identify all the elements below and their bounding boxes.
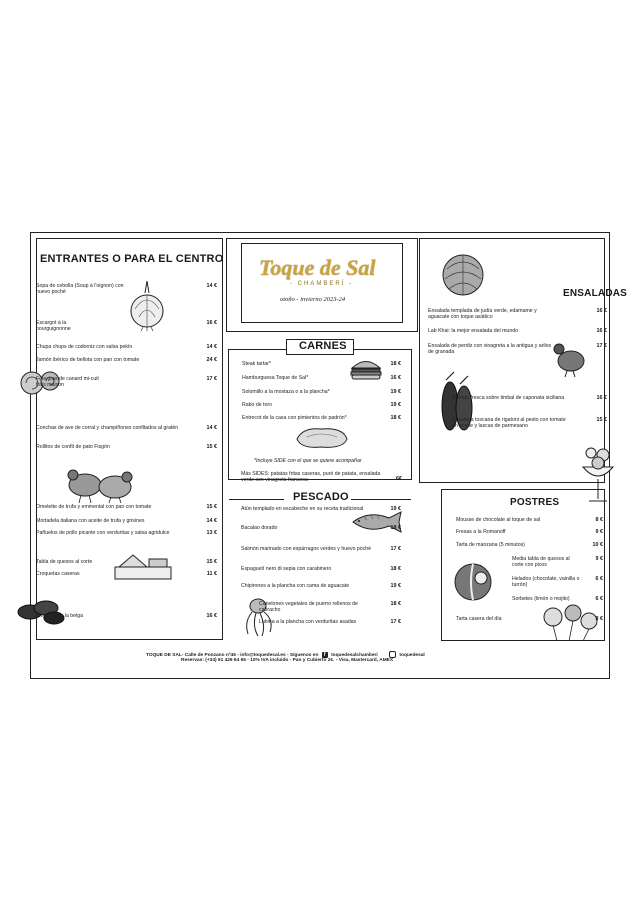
footer-line-2: Reservas: (+34) 91 426 64 65 - 10% IVA incluido - Pan y Cubierto 2€. - Visa, Mastercard, AMEX bbox=[181, 658, 394, 663]
carnes-item-price: 16 € bbox=[390, 375, 401, 381]
entrantes-item-price: 14 € bbox=[206, 425, 217, 431]
carnes-sides: Más SIDES: patatas fritas caseras, puré de patata, ensalada verde con vinagreta francesa bbox=[241, 471, 381, 484]
entrantes-item-price: 17 € bbox=[206, 376, 217, 382]
pescado-item-name: Bacalao dorado bbox=[241, 525, 278, 531]
postres-item-name: Sorbetes (limón o mojito) bbox=[512, 596, 570, 602]
entrantes-item-price: 15 € bbox=[206, 444, 217, 450]
entrantes-item-name: Mortadela italiana con aceite de trufa y grisines bbox=[36, 518, 145, 524]
pescado-item-name: Canelones vegetales de puerro rellenos de cabracho bbox=[259, 601, 358, 614]
pescado-item-name: Atún templado en escabeche en su receta tradicional bbox=[241, 506, 364, 512]
ensaladas-item-name: Ensalada templada de judía verde, edamame y aguacate con toque asiático bbox=[428, 308, 537, 321]
ensaladas-item-price: 16 € bbox=[596, 308, 607, 314]
season-label: otoño - invierno 2023-24 bbox=[280, 296, 346, 303]
postres-item-price: 9 € bbox=[595, 556, 603, 562]
carnes-item-price: 19 € bbox=[390, 389, 401, 395]
dessert-cup-illustration bbox=[579, 445, 617, 511]
postres-item-name: Tarta casera del día bbox=[456, 616, 502, 622]
entrantes-item-price: 15 € bbox=[206, 504, 217, 510]
instagram-handle[interactable]: toquedesal bbox=[399, 652, 425, 658]
cabbage-illustration bbox=[437, 247, 489, 299]
brand-logo: Toque de Sal bbox=[259, 255, 376, 280]
entrantes-item-name: Croquetas caseras bbox=[36, 571, 80, 577]
pescado-item-price: 19 € bbox=[390, 583, 401, 589]
carnes-item-price: 19 € bbox=[390, 402, 401, 408]
entrantes-item-price: 16 € bbox=[206, 613, 217, 619]
carnes-item-name: Entrecot de la casa con pimientos de padrón* bbox=[242, 415, 347, 421]
postres-item-price: 6 € bbox=[595, 596, 603, 602]
entrantes-item-price: 14 € bbox=[206, 283, 217, 289]
instagram-icon bbox=[389, 651, 396, 658]
carnes-item-name: Steak tartar* bbox=[242, 361, 271, 367]
entrantes-item-name: Omelette de trufa y emmental con pan con tomate bbox=[36, 504, 152, 510]
pescado-item-name: Chipirones a la plancha con cama de aguacate bbox=[241, 583, 350, 589]
pescado-item-name: Salmón marinado con espárragos verdes y huevo poché bbox=[241, 546, 372, 552]
entrantes-item-name: Sopa de cebolla (Soup à l'oignon) con huevo poché bbox=[36, 283, 124, 296]
footer-address: TOQUE DE SAL- Calle de Ponzano nº46 - info@toquedesal.es - Síguenos en bbox=[146, 652, 319, 658]
postres-item-price: 10 € bbox=[592, 542, 603, 548]
entrantes-item-name: Jamón ibérico de bellota con pan con tomate bbox=[36, 357, 140, 363]
entrantes-item-name: Rollitos de confit de pato Fisgón bbox=[36, 444, 110, 450]
entrantes-item-price: 15 € bbox=[206, 559, 217, 565]
entrantes-item-name: Conchas de ave de corral y champiñones confitados al gratén bbox=[36, 425, 179, 431]
pescado-item-name: Lubina a la plancha con verduritas asadas bbox=[259, 619, 357, 625]
mussels-illustration bbox=[16, 596, 66, 626]
facebook-icon: f bbox=[322, 652, 328, 658]
postres-item-price: 8 € bbox=[595, 517, 603, 523]
ensaladas-item-name: Ensalada de perdiz con vinagreta a la antigua y arilos de granada bbox=[428, 343, 552, 356]
pescado-item-name: Espaguetí nero di sepia con carabinero bbox=[241, 566, 332, 572]
ensaladas-item-price: 17 € bbox=[596, 343, 607, 349]
postres-item-name: Helados (chocolate, vainilla o turrón) bbox=[512, 576, 580, 589]
entrantes-item-price: 14 € bbox=[206, 344, 217, 350]
cheese-board-illustration bbox=[113, 551, 175, 583]
brand-location: - CHAMBERÍ - bbox=[290, 281, 353, 287]
postres-title: POSTRES bbox=[510, 497, 560, 508]
carnes-item-name: Rabo de toro bbox=[242, 402, 272, 408]
menu-sheet bbox=[30, 232, 628, 679]
entrantes-item-name: Foie gras de canard mi-cuit frais maison bbox=[36, 376, 99, 389]
postres-item-name: Tarta de manzana (5 minutos) bbox=[456, 542, 525, 548]
carnes-note: *Incluye SIDE con el que se quiere acompañar bbox=[254, 458, 362, 464]
pescado-title: PESCADO bbox=[293, 491, 349, 503]
pescado-item-price: 18 € bbox=[390, 601, 401, 607]
postres-item-name: Media tabla de quesos al corte con picos bbox=[512, 556, 570, 569]
postres-item-price: 6 € bbox=[595, 576, 603, 582]
carnes-item-name: Solomillo a la mostaza o a la plancha* bbox=[242, 389, 330, 395]
carnes-title: CARNES bbox=[299, 340, 347, 352]
pescado-item-price: 17 € bbox=[390, 619, 401, 625]
entrantes-item-name: Pañuelos de pollo picante con verduritas y salsa agridulce bbox=[36, 530, 170, 536]
entrantes-item-name: Tabla de quesos al corte bbox=[36, 559, 93, 565]
beef-illustration bbox=[293, 425, 351, 451]
pescado-item-price: 17 € bbox=[390, 546, 401, 552]
postres-item-name: Mousse de chocolate al toque de sal bbox=[456, 517, 541, 523]
fruit-illustration bbox=[451, 558, 495, 604]
pescado-item-price: 19 € bbox=[390, 506, 401, 512]
carnes-item-name: Hamburguesa Toque de Sal* bbox=[242, 375, 309, 381]
ensaladas-item-name: Burrata fresca sobre timbal de caponata siciliana bbox=[452, 395, 565, 401]
entrantes-item-name: Escargot à la bourguignonne bbox=[36, 320, 71, 333]
entrantes-item-price: 24 € bbox=[206, 357, 217, 363]
entrantes-item-price: 11 € bbox=[206, 571, 217, 577]
postres-item-price: 9 € bbox=[595, 529, 603, 535]
ensaladas-item-price: 16 € bbox=[596, 395, 607, 401]
ensaladas-title: ENSALADAS bbox=[563, 288, 628, 299]
entrantes-title: ENTRANTES O PARA EL CENTRO bbox=[40, 253, 224, 265]
pescado-item-price: 18 € bbox=[390, 525, 401, 531]
entrantes-item-name: Mejillones a la belga bbox=[36, 613, 84, 619]
ensaladas-item-price: 16 € bbox=[596, 328, 607, 334]
pescado-rule-right bbox=[351, 499, 411, 500]
postres-item-price: 8 € bbox=[595, 616, 603, 622]
partridge-illustration bbox=[63, 461, 135, 505]
entrantes-item-name: Chupa chups de codorniz con salsa pekín bbox=[36, 344, 133, 350]
facebook-handle[interactable]: toquedesalchamberi bbox=[331, 652, 378, 658]
postres-item-name: Fresas a la Romanoff bbox=[456, 529, 506, 535]
pescado-rule-left bbox=[229, 499, 284, 500]
carnes-sides-price: 6€ bbox=[396, 476, 402, 482]
carnes-item-price: 18 € bbox=[390, 361, 401, 367]
entrantes-item-price: 13 € bbox=[206, 530, 217, 536]
entrantes-item-price: 14 € bbox=[206, 518, 217, 524]
ensaladas-item-price: 15 € bbox=[596, 417, 607, 423]
pescado-item-price: 18 € bbox=[390, 566, 401, 572]
ensaladas-item-name: Lab Khai: la mejor ensalada del mundo bbox=[428, 328, 518, 334]
carnes-item-price: 18 € bbox=[390, 415, 401, 421]
onion-illustration bbox=[127, 279, 167, 331]
entrantes-item-price: 16 € bbox=[206, 320, 217, 326]
ensaladas-item-name: Ensalada toscana de rigatoni al pesto con tomate en aceite y lascas de parmesano bbox=[452, 417, 566, 430]
